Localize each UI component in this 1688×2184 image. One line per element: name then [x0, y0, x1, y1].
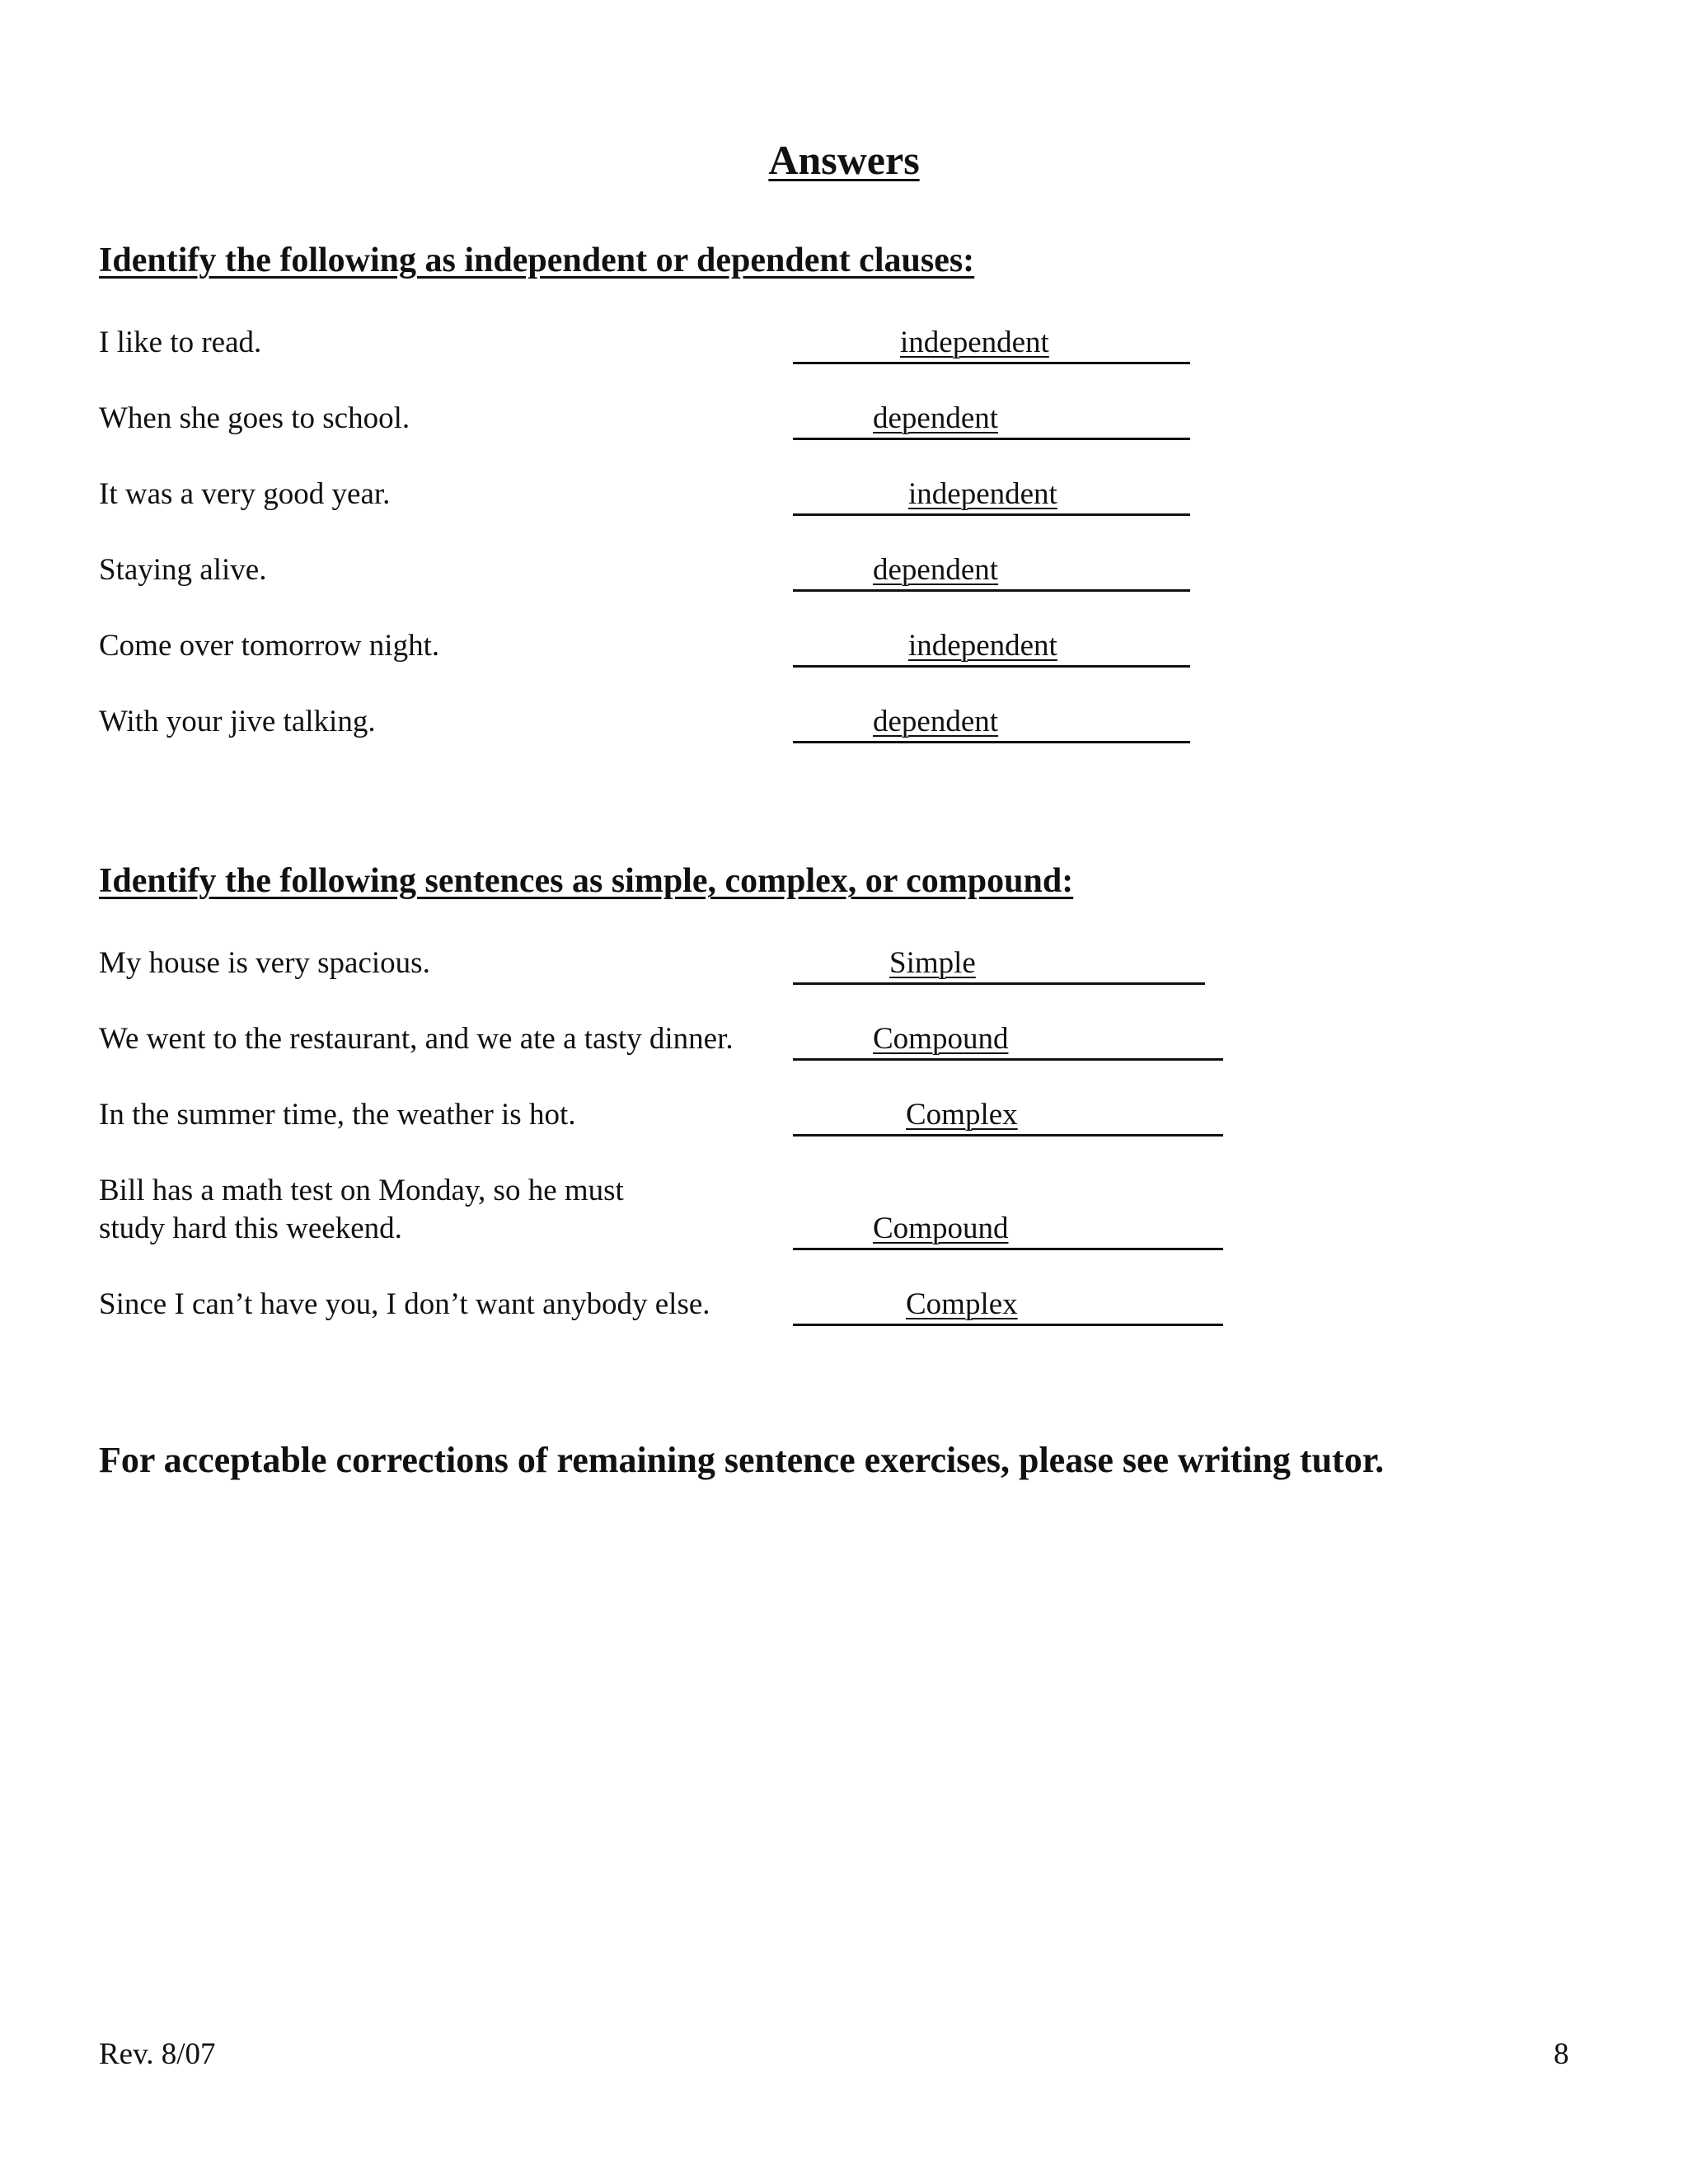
answer-text: dependent	[873, 401, 999, 435]
section1-question-1: I like to read.	[99, 326, 262, 359]
answer-text: independent	[908, 629, 1057, 663]
section1-question-2: When she goes to school.	[99, 401, 410, 435]
section1-question-6: With your jive talking.	[99, 705, 376, 738]
section2-answer-5	[793, 1286, 1223, 1326]
revision-label: Rev. 8/07	[99, 2037, 216, 2071]
closing-note: For acceptable corrections of remaining sentence exercises, please see writing tutor.	[99, 1440, 1385, 1480]
section1-answer-3	[793, 476, 1190, 516]
section2-question-4-line2: study hard this weekend.	[99, 1212, 402, 1245]
answer-text: dependent	[873, 553, 999, 587]
section1-answer-2	[793, 400, 1190, 440]
section1-answer-6	[793, 703, 1190, 743]
section2-question-2: We went to the restaurant, and we ate a tasty dinner.	[99, 1022, 734, 1056]
section1-answer-4	[793, 551, 1190, 592]
section2-answer-4	[793, 1210, 1223, 1250]
answer-text: independent	[908, 477, 1057, 511]
page-number: 8	[1554, 2037, 1569, 2071]
section2-heading: Identify the following sentences as simple, complex, or compound:	[99, 862, 1074, 900]
answer-text: Compound	[873, 1212, 1009, 1245]
section2-question-4-line1: Bill has a math test on Monday, so he must	[99, 1174, 624, 1207]
title-text: Answers	[768, 137, 920, 183]
answer-text: Compound	[873, 1022, 1009, 1056]
answer-text: Simple	[889, 946, 976, 980]
answer-text: Complex	[906, 1287, 1018, 1321]
section2-answer-1	[793, 944, 1205, 985]
section1-answer-1	[793, 324, 1190, 364]
section1-answer-5	[793, 627, 1190, 668]
answer-text: dependent	[873, 705, 999, 738]
answer-text: independent	[900, 326, 1049, 359]
section2-answer-2	[793, 1020, 1223, 1061]
section1-question-4: Staying alive.	[99, 553, 267, 587]
section2-answer-3	[793, 1096, 1223, 1137]
section2-question-3: In the summer time, the weather is hot.	[99, 1098, 576, 1132]
section1-heading: Identify the following as independent or dependent clauses:	[99, 241, 975, 279]
section2-question-5: Since I can’t have you, I don’t want anybody else.	[99, 1287, 710, 1321]
section1-question-3: It was a very good year.	[99, 477, 391, 511]
page-title	[0, 135, 1688, 185]
section2-question-1: My house is very spacious.	[99, 946, 430, 980]
answer-text: Complex	[906, 1098, 1018, 1132]
section1-question-5: Come over tomorrow night.	[99, 629, 440, 663]
